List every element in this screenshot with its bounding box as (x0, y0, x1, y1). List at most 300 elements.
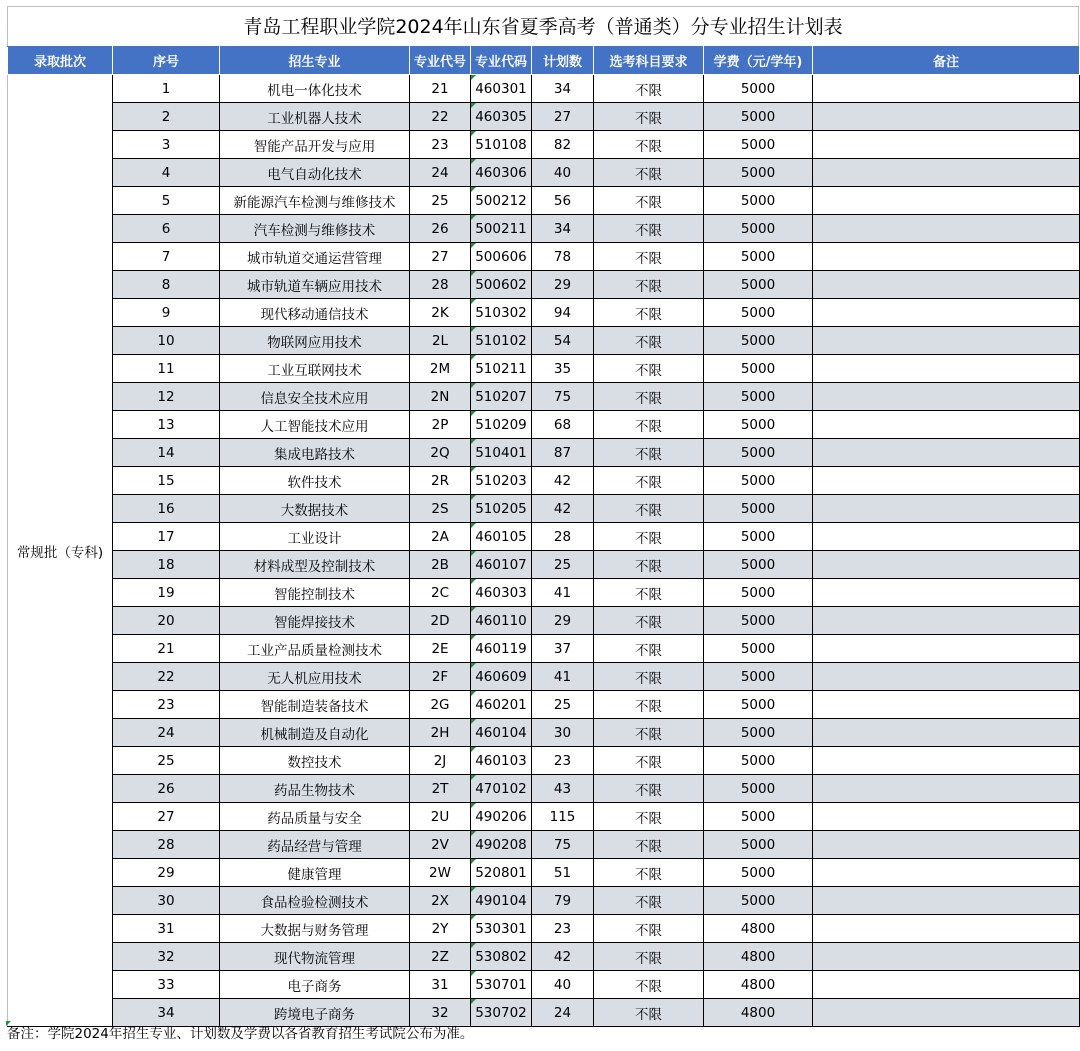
cell-major-code[interactable]: 24 (410, 159, 471, 187)
cell-plan[interactable]: 79 (532, 887, 594, 915)
cell-code[interactable]: 460301 (471, 75, 532, 103)
cell-fee[interactable]: 5000 (704, 467, 813, 495)
table-row (8, 327, 1080, 355)
cell-note[interactable] (813, 75, 1080, 103)
cell-fee[interactable]: 5000 (704, 411, 813, 439)
cell-subjects[interactable]: 不限 (594, 327, 704, 355)
cell-subjects[interactable]: 不限 (594, 607, 704, 635)
cell-plan[interactable]: 75 (532, 383, 594, 411)
cell-subjects[interactable]: 不限 (594, 131, 704, 159)
table-row (8, 523, 1080, 551)
table-title: 青岛工程职业学院2024年山东省夏季高考（普通类）分专业招生计划表 (7, 6, 1079, 46)
cell-major-code[interactable]: 2Y (410, 915, 471, 943)
cell-code[interactable]: 530802 (471, 943, 532, 971)
cell-subjects[interactable]: 不限 (594, 719, 704, 747)
cell-fee[interactable]: 5000 (704, 887, 813, 915)
cell-code[interactable]: 500211 (471, 215, 532, 243)
cell-code[interactable]: 470102 (471, 775, 532, 803)
cell-seq[interactable]: 24 (113, 719, 220, 747)
cell-code[interactable]: 500602 (471, 271, 532, 299)
cell-code[interactable]: 510401 (471, 439, 532, 467)
cell-seq[interactable]: 20 (113, 607, 220, 635)
cell-major-code[interactable]: 2H (410, 719, 471, 747)
cell-major[interactable]: 无人机应用技术 (220, 663, 410, 691)
cell-major[interactable]: 跨境电子商务 (220, 999, 410, 1027)
cell-code[interactable]: 510205 (471, 495, 532, 523)
cell-fee[interactable]: 5000 (704, 159, 813, 187)
cell-note[interactable] (813, 691, 1080, 719)
cell-plan[interactable]: 43 (532, 775, 594, 803)
cell-note[interactable] (813, 859, 1080, 887)
cell-major-code[interactable]: 2L (410, 327, 471, 355)
header-fee[interactable]: 学费（元/学年) (704, 47, 813, 75)
cell-seq[interactable]: 18 (113, 551, 220, 579)
cell-major[interactable]: 机电一体化技术 (220, 75, 410, 103)
cell-fee[interactable]: 5000 (704, 271, 813, 299)
cell-major[interactable]: 健康管理 (220, 859, 410, 887)
cell-fee[interactable]: 4800 (704, 943, 813, 971)
cell-major[interactable]: 工业产品质量检测技术 (220, 635, 410, 663)
cell-subjects[interactable]: 不限 (594, 635, 704, 663)
cell-fee[interactable]: 5000 (704, 327, 813, 355)
table-row (8, 439, 1080, 467)
cell-code[interactable]: 500606 (471, 243, 532, 271)
cell-major[interactable]: 数控技术 (220, 747, 410, 775)
cell-plan[interactable]: 75 (532, 831, 594, 859)
cell-major-code[interactable]: 2S (410, 495, 471, 523)
cell-note[interactable] (813, 383, 1080, 411)
cell-plan[interactable]: 23 (532, 915, 594, 943)
cell-fee[interactable]: 5000 (704, 439, 813, 467)
cell-code[interactable]: 460110 (471, 607, 532, 635)
cell-plan[interactable]: 35 (532, 355, 594, 383)
cell-seq[interactable]: 31 (113, 915, 220, 943)
cell-major[interactable]: 智能产品开发与应用 (220, 131, 410, 159)
cell-major[interactable]: 汽车检测与维修技术 (220, 215, 410, 243)
cell-code[interactable]: 530702 (471, 999, 532, 1027)
cell-seq[interactable]: 33 (113, 971, 220, 999)
cell-seq[interactable]: 30 (113, 887, 220, 915)
cell-plan[interactable]: 42 (532, 495, 594, 523)
cell-code[interactable]: 460609 (471, 663, 532, 691)
cell-major-code[interactable]: 27 (410, 243, 471, 271)
cell-fee[interactable]: 5000 (704, 383, 813, 411)
cell-major[interactable]: 电子商务 (220, 971, 410, 999)
cell-subjects[interactable]: 不限 (594, 775, 704, 803)
cell-subjects[interactable]: 不限 (594, 579, 704, 607)
cell-plan[interactable]: 34 (532, 75, 594, 103)
cell-fee[interactable]: 4800 (704, 999, 813, 1027)
cell-note[interactable] (813, 803, 1080, 831)
cell-seq[interactable]: 29 (113, 859, 220, 887)
header-subjects[interactable]: 选考科目要求 (594, 47, 704, 75)
cell-code[interactable]: 510211 (471, 355, 532, 383)
cell-plan[interactable]: 82 (532, 131, 594, 159)
cell-major-code[interactable]: 25 (410, 187, 471, 215)
cell-subjects[interactable]: 不限 (594, 355, 704, 383)
cell-fee[interactable]: 5000 (704, 803, 813, 831)
cell-code[interactable]: 500212 (471, 187, 532, 215)
cell-note[interactable] (813, 327, 1080, 355)
cell-fee[interactable]: 5000 (704, 215, 813, 243)
cell-seq[interactable]: 6 (113, 215, 220, 243)
cell-subjects[interactable]: 不限 (594, 271, 704, 299)
cell-major[interactable]: 人工智能技术应用 (220, 411, 410, 439)
cell-seq[interactable]: 21 (113, 635, 220, 663)
cell-seq[interactable]: 14 (113, 439, 220, 467)
cell-seq[interactable]: 13 (113, 411, 220, 439)
table-row (8, 271, 1080, 299)
cell-major-code[interactable]: 2Q (410, 439, 471, 467)
cell-major[interactable]: 现代移动通信技术 (220, 299, 410, 327)
table-row (8, 551, 1080, 579)
cell-note[interactable] (813, 495, 1080, 523)
cell-plan[interactable]: 56 (532, 187, 594, 215)
cell-major-code[interactable]: 31 (410, 971, 471, 999)
cell-fee[interactable]: 4800 (704, 915, 813, 943)
cell-major-code[interactable]: 2R (410, 467, 471, 495)
cell-seq[interactable]: 1 (113, 75, 220, 103)
cell-seq[interactable]: 25 (113, 747, 220, 775)
cell-code[interactable]: 510108 (471, 131, 532, 159)
cell-subjects[interactable]: 不限 (594, 803, 704, 831)
cell-major-code[interactable]: 2M (410, 355, 471, 383)
cell-code[interactable]: 460103 (471, 747, 532, 775)
cell-major[interactable]: 药品生物技术 (220, 775, 410, 803)
cell-note[interactable] (813, 187, 1080, 215)
header-note[interactable]: 备注 (813, 47, 1080, 75)
cell-major[interactable]: 工业机器人技术 (220, 103, 410, 131)
table-row (8, 859, 1080, 887)
cell-major[interactable]: 工业设计 (220, 523, 410, 551)
cell-subjects[interactable]: 不限 (594, 971, 704, 999)
cell-major[interactable]: 机械制造及自动化 (220, 719, 410, 747)
cell-subjects[interactable]: 不限 (594, 523, 704, 551)
cell-subjects[interactable]: 不限 (594, 75, 704, 103)
cell-seq[interactable]: 3 (113, 131, 220, 159)
cell-major[interactable]: 食品检验检测技术 (220, 887, 410, 915)
cell-major-code[interactable]: 2F (410, 663, 471, 691)
cell-fee[interactable]: 5000 (704, 663, 813, 691)
cell-seq[interactable]: 7 (113, 243, 220, 271)
cell-note[interactable] (813, 355, 1080, 383)
cell-fee[interactable]: 5000 (704, 103, 813, 131)
cell-code[interactable]: 460305 (471, 103, 532, 131)
cell-major[interactable]: 信息安全技术应用 (220, 383, 410, 411)
cell-major-code[interactable]: 2B (410, 551, 471, 579)
header-plan[interactable]: 计划数 (532, 47, 594, 75)
cell-code[interactable]: 530701 (471, 971, 532, 999)
cell-seq[interactable]: 11 (113, 355, 220, 383)
cell-plan[interactable]: 78 (532, 243, 594, 271)
cell-subjects[interactable]: 不限 (594, 831, 704, 859)
header-batch[interactable]: 录取批次 (8, 47, 113, 75)
cell-plan[interactable]: 68 (532, 411, 594, 439)
cell-major-code[interactable]: 32 (410, 999, 471, 1027)
cell-seq[interactable]: 2 (113, 103, 220, 131)
cell-note[interactable] (813, 663, 1080, 691)
cell-plan[interactable]: 41 (532, 579, 594, 607)
cell-code[interactable]: 460105 (471, 523, 532, 551)
cell-note[interactable] (813, 943, 1080, 971)
cell-major[interactable]: 大数据与财务管理 (220, 915, 410, 943)
cell-major[interactable]: 药品质量与安全 (220, 803, 410, 831)
cell-note[interactable] (813, 131, 1080, 159)
cell-major-code[interactable]: 22 (410, 103, 471, 131)
cell-seq[interactable]: 16 (113, 495, 220, 523)
cell-note[interactable] (813, 999, 1080, 1027)
cell-fee[interactable]: 5000 (704, 635, 813, 663)
cell-note[interactable] (813, 243, 1080, 271)
cell-code[interactable]: 510207 (471, 383, 532, 411)
cell-major[interactable]: 物联网应用技术 (220, 327, 410, 355)
cell-note[interactable] (813, 579, 1080, 607)
cell-note[interactable] (813, 607, 1080, 635)
cell-batch[interactable]: 常规批（专科) (8, 75, 113, 1027)
cell-code[interactable]: 510203 (471, 467, 532, 495)
cell-fee[interactable]: 5000 (704, 131, 813, 159)
cell-plan[interactable]: 115 (532, 803, 594, 831)
cell-major-code[interactable]: 2E (410, 635, 471, 663)
cell-subjects[interactable]: 不限 (594, 439, 704, 467)
cell-seq[interactable]: 19 (113, 579, 220, 607)
cell-major[interactable]: 材料成型及控制技术 (220, 551, 410, 579)
cell-code[interactable]: 520801 (471, 859, 532, 887)
cell-plan[interactable]: 41 (532, 663, 594, 691)
cell-note[interactable] (813, 775, 1080, 803)
cell-major[interactable]: 智能制造装备技术 (220, 691, 410, 719)
cell-plan[interactable]: 27 (532, 103, 594, 131)
header-major-code[interactable]: 专业代号 (410, 47, 471, 75)
cell-fee[interactable]: 5000 (704, 775, 813, 803)
cell-major[interactable]: 集成电路技术 (220, 439, 410, 467)
cell-major[interactable]: 智能焊接技术 (220, 607, 410, 635)
cell-note[interactable] (813, 915, 1080, 943)
cell-seq[interactable]: 34 (113, 999, 220, 1027)
cell-plan[interactable]: 25 (532, 551, 594, 579)
cell-code[interactable]: 460107 (471, 551, 532, 579)
cell-fee[interactable]: 5000 (704, 579, 813, 607)
cell-major-code[interactable]: 2V (410, 831, 471, 859)
cell-code[interactable]: 510209 (471, 411, 532, 439)
cell-note[interactable] (813, 887, 1080, 915)
cell-major-code[interactable]: 2P (410, 411, 471, 439)
cell-seq[interactable]: 23 (113, 691, 220, 719)
cell-major[interactable]: 现代物流管理 (220, 943, 410, 971)
cell-major[interactable]: 城市轨道车辆应用技术 (220, 271, 410, 299)
cell-major-code[interactable]: 23 (410, 131, 471, 159)
cell-subjects[interactable]: 不限 (594, 551, 704, 579)
cell-plan[interactable]: 51 (532, 859, 594, 887)
cell-note[interactable] (813, 411, 1080, 439)
cell-seq[interactable]: 28 (113, 831, 220, 859)
cell-major-code[interactable]: 2K (410, 299, 471, 327)
cell-note[interactable] (813, 635, 1080, 663)
cell-note[interactable] (813, 439, 1080, 467)
cell-subjects[interactable]: 不限 (594, 159, 704, 187)
cell-major[interactable]: 电气自动化技术 (220, 159, 410, 187)
cell-note[interactable] (813, 551, 1080, 579)
cell-seq[interactable]: 9 (113, 299, 220, 327)
header-row (8, 47, 1080, 75)
table-row (8, 747, 1080, 775)
cell-code[interactable]: 490104 (471, 887, 532, 915)
cell-note[interactable] (813, 523, 1080, 551)
cell-seq[interactable]: 22 (113, 663, 220, 691)
cell-plan[interactable]: 42 (532, 467, 594, 495)
cell-subjects[interactable]: 不限 (594, 691, 704, 719)
cell-subjects[interactable]: 不限 (594, 411, 704, 439)
cell-fee[interactable]: 5000 (704, 75, 813, 103)
table-row (8, 103, 1080, 131)
cell-plan[interactable]: 30 (532, 719, 594, 747)
cell-seq[interactable]: 26 (113, 775, 220, 803)
cell-major-code[interactable]: 2T (410, 775, 471, 803)
cell-fee[interactable]: 5000 (704, 495, 813, 523)
cell-major[interactable]: 软件技术 (220, 467, 410, 495)
cell-code[interactable]: 460306 (471, 159, 532, 187)
cell-note[interactable] (813, 971, 1080, 999)
header-code[interactable]: 专业代码 (471, 47, 532, 75)
cell-subjects[interactable]: 不限 (594, 859, 704, 887)
cell-subjects[interactable]: 不限 (594, 383, 704, 411)
cell-major-code[interactable]: 2G (410, 691, 471, 719)
cell-code[interactable]: 460104 (471, 719, 532, 747)
cell-subjects[interactable]: 不限 (594, 915, 704, 943)
cell-major-code[interactable]: 2N (410, 383, 471, 411)
cell-subjects[interactable]: 不限 (594, 747, 704, 775)
cell-subjects[interactable]: 不限 (594, 663, 704, 691)
cell-note[interactable] (813, 299, 1080, 327)
cell-note[interactable] (813, 215, 1080, 243)
cell-note[interactable] (813, 747, 1080, 775)
cell-major[interactable]: 药品经营与管理 (220, 831, 410, 859)
cell-fee[interactable]: 5000 (704, 299, 813, 327)
cell-fee[interactable]: 5000 (704, 523, 813, 551)
cell-code[interactable]: 490208 (471, 831, 532, 859)
cell-plan[interactable]: 40 (532, 159, 594, 187)
cell-code[interactable]: 460119 (471, 635, 532, 663)
cell-code[interactable]: 460303 (471, 579, 532, 607)
cell-seq[interactable]: 8 (113, 271, 220, 299)
cell-note[interactable] (813, 159, 1080, 187)
cell-subjects[interactable]: 不限 (594, 215, 704, 243)
header-seq[interactable]: 序号 (113, 47, 220, 75)
cell-fee[interactable]: 5000 (704, 551, 813, 579)
cell-plan[interactable]: 94 (532, 299, 594, 327)
cell-fee[interactable]: 5000 (704, 607, 813, 635)
cell-fee[interactable]: 5000 (704, 243, 813, 271)
table-row (8, 831, 1080, 859)
cell-subjects[interactable]: 不限 (594, 103, 704, 131)
cell-plan[interactable]: 29 (532, 271, 594, 299)
cell-plan[interactable]: 25 (532, 691, 594, 719)
cell-fee[interactable]: 5000 (704, 831, 813, 859)
cell-major-code[interactable]: 26 (410, 215, 471, 243)
cell-seq[interactable]: 12 (113, 383, 220, 411)
cell-major-code[interactable]: 2X (410, 887, 471, 915)
cell-major-code[interactable]: 28 (410, 271, 471, 299)
header-major[interactable]: 招生专业 (220, 47, 410, 75)
cell-plan[interactable]: 23 (532, 747, 594, 775)
cell-subjects[interactable]: 不限 (594, 887, 704, 915)
table-row (8, 131, 1080, 159)
cell-major[interactable]: 城市轨道交通运营管理 (220, 243, 410, 271)
table-row (8, 691, 1080, 719)
cell-note[interactable] (813, 271, 1080, 299)
cell-major[interactable]: 智能控制技术 (220, 579, 410, 607)
cell-plan[interactable]: 40 (532, 971, 594, 999)
table-row (8, 159, 1080, 187)
cell-major-code[interactable]: 2D (410, 607, 471, 635)
cell-plan[interactable]: 37 (532, 635, 594, 663)
cell-fee[interactable]: 4800 (704, 971, 813, 999)
cell-major-code[interactable]: 2Z (410, 943, 471, 971)
cell-subjects[interactable]: 不限 (594, 495, 704, 523)
cell-fee[interactable]: 5000 (704, 355, 813, 383)
cell-plan[interactable]: 34 (532, 215, 594, 243)
cell-subjects[interactable]: 不限 (594, 299, 704, 327)
cell-seq[interactable]: 17 (113, 523, 220, 551)
cell-plan[interactable]: 42 (532, 943, 594, 971)
cell-major-code[interactable]: 2C (410, 579, 471, 607)
cell-code[interactable]: 460201 (471, 691, 532, 719)
cell-fee[interactable]: 5000 (704, 691, 813, 719)
cell-subjects[interactable]: 不限 (594, 999, 704, 1027)
cell-subjects[interactable]: 不限 (594, 243, 704, 271)
cell-fee[interactable]: 5000 (704, 859, 813, 887)
cell-code[interactable]: 510102 (471, 327, 532, 355)
cell-seq[interactable]: 27 (113, 803, 220, 831)
cell-seq[interactable]: 15 (113, 467, 220, 495)
table-row (8, 663, 1080, 691)
cell-plan[interactable]: 87 (532, 439, 594, 467)
cell-fee[interactable]: 5000 (704, 747, 813, 775)
cell-major[interactable]: 新能源汽车检测与维修技术 (220, 187, 410, 215)
cell-seq[interactable]: 5 (113, 187, 220, 215)
cell-plan[interactable]: 24 (532, 999, 594, 1027)
cell-plan[interactable]: 28 (532, 523, 594, 551)
cell-major-code[interactable]: 2A (410, 523, 471, 551)
cell-major-code[interactable]: 21 (410, 75, 471, 103)
cell-plan[interactable]: 29 (532, 607, 594, 635)
cell-code[interactable]: 530301 (471, 915, 532, 943)
cell-note[interactable] (813, 467, 1080, 495)
cell-seq[interactable]: 32 (113, 943, 220, 971)
cell-plan[interactable]: 54 (532, 327, 594, 355)
cell-major[interactable]: 大数据技术 (220, 495, 410, 523)
cell-note[interactable] (813, 719, 1080, 747)
table-body (8, 75, 1080, 1027)
cell-code[interactable]: 490206 (471, 803, 532, 831)
cell-code[interactable]: 510302 (471, 299, 532, 327)
table-row (8, 943, 1080, 971)
cell-subjects[interactable]: 不限 (594, 187, 704, 215)
cell-major-code[interactable]: 2U (410, 803, 471, 831)
table-row (8, 999, 1080, 1027)
cell-subjects[interactable]: 不限 (594, 467, 704, 495)
cell-major-code[interactable]: 2J (410, 747, 471, 775)
cell-note[interactable] (813, 831, 1080, 859)
cell-major-code[interactable]: 2W (410, 859, 471, 887)
cell-subjects[interactable]: 不限 (594, 943, 704, 971)
cell-fee[interactable]: 5000 (704, 719, 813, 747)
cell-note[interactable] (813, 103, 1080, 131)
cell-fee[interactable]: 5000 (704, 187, 813, 215)
cell-major[interactable]: 工业互联网技术 (220, 355, 410, 383)
cell-seq[interactable]: 10 (113, 327, 220, 355)
cell-seq[interactable]: 4 (113, 159, 220, 187)
